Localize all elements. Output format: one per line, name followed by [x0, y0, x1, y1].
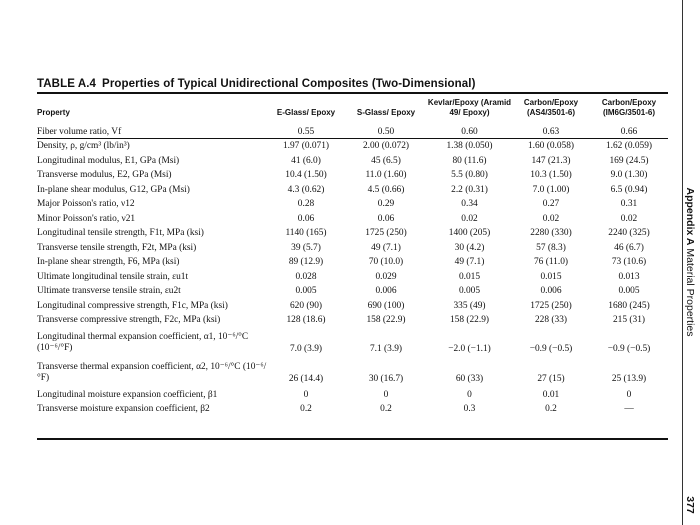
value-cell: 0.005: [458, 286, 481, 297]
value-cell: 0.02: [461, 213, 478, 224]
table-row: [37, 403, 668, 418]
value-cell: 25 (13.9): [611, 374, 647, 384]
table-title-text: Properties of Typical Unidirectional Composites (Two-Dimensional): [102, 78, 476, 90]
value-cell: 158 (22.9): [449, 315, 490, 326]
value-cell: 0.2: [380, 404, 392, 415]
value-cell: 0.66: [620, 126, 638, 137]
value-cell: 39 (5.7): [291, 242, 321, 253]
table-row: [37, 256, 668, 271]
value-cell: 0.3: [463, 404, 476, 415]
property-cell: In-plane shear modulus, G12, GPa (Msi): [37, 184, 190, 195]
header-property: Property: [37, 108, 70, 117]
property-cell: Ultimate transverse tensile strain, εu2t: [37, 286, 181, 297]
value-cell: 228 (33): [534, 315, 568, 326]
property-cell: Ultimate longitudinal tensile strain, εu1t: [37, 271, 189, 282]
value-cell: −0.9 (−0.5): [529, 344, 573, 354]
value-cell: 0.02: [542, 213, 560, 224]
value-cell: 0.01: [542, 389, 560, 400]
value-cell: 0.55: [297, 126, 315, 137]
value-cell: 26 (14.4): [288, 374, 324, 384]
value-cell: 0.31: [620, 199, 638, 210]
value-cell: 7.0 (3.9): [289, 344, 323, 354]
property-cell: Longitudinal moisture expansion coefficient, β1: [37, 389, 218, 400]
property-cell: Density, ρ, g/cm³ (lb/in³): [37, 141, 130, 152]
value-cell: 0.015: [540, 271, 562, 282]
page-side-rule: [682, 0, 683, 525]
value-cell: 27 (15): [537, 374, 565, 384]
header-carbon-as4: Carbon/Epoxy (AS4/3501-6): [523, 98, 579, 117]
table-row: [37, 169, 668, 184]
value-cell: 690 (100): [367, 300, 405, 311]
value-cell: 128 (18.6): [286, 315, 326, 326]
value-cell: 0.015: [458, 271, 481, 282]
value-cell: 0.005: [618, 286, 640, 297]
table-body: [37, 121, 668, 417]
value-cell: 2240 (325): [608, 228, 650, 239]
value-cell: 1400 (205): [448, 228, 491, 239]
running-header: [684, 188, 696, 337]
property-cell: In-plane shear strength, F6, MPa (ksi): [37, 257, 180, 268]
table-row: [37, 183, 668, 198]
value-cell: 2280 (330): [530, 228, 572, 239]
property-cell: Major Poisson's ratio, ν12: [37, 199, 135, 210]
value-cell: 76 (11.0): [533, 257, 569, 268]
property-cell: Transverse compressive strength, F2c, MPa (ksi): [37, 315, 221, 326]
value-cell: 41 (6.0): [291, 155, 321, 166]
value-cell: 0: [383, 389, 389, 400]
value-cell: 0.029: [375, 271, 397, 282]
bottom-rule: [37, 438, 668, 440]
table-number: TABLE A.4: [37, 78, 97, 90]
value-cell: 0.50: [377, 126, 395, 137]
value-cell: −2.0 (−1.1): [448, 344, 491, 354]
value-cell: 0.60: [461, 126, 478, 137]
value-cell: 57 (8.3): [536, 242, 566, 253]
property-cell: Transverse thermal expansion coefficient, α2, 10⁻⁶/°C (10⁻⁶/°F): [37, 362, 267, 383]
value-cell: 0: [626, 389, 632, 400]
value-cell: 0.27: [542, 199, 560, 210]
property-cell: Longitudinal thermal expansion coefficient, α1, 10⁻⁶/°C (10⁻⁶/°F): [37, 332, 249, 353]
value-cell: 0.28: [297, 199, 315, 210]
value-cell: 158 (22.9): [366, 315, 406, 326]
value-cell: 4.5 (0.66): [367, 184, 405, 195]
value-cell: 49 (7.1): [454, 257, 485, 268]
properties-table: [37, 98, 668, 417]
value-cell: 89 (12.9): [288, 257, 324, 268]
table-row: [37, 285, 668, 300]
table-row: [37, 198, 668, 213]
value-cell: 2.00 (0.072): [362, 141, 410, 152]
property-cell: Longitudinal modulus, E1, GPa (Msi): [37, 155, 180, 166]
value-cell: 9.0 (1.30): [610, 170, 648, 181]
value-cell: 0.29: [377, 199, 395, 210]
value-cell: 335 (49): [453, 300, 486, 311]
header-kevlar: Kevlar/Epoxy (Aramid 49/ Epoxy): [427, 98, 512, 117]
value-cell: 215 (31): [612, 315, 646, 326]
table-row: [37, 388, 668, 403]
value-cell: 45 (6.5): [371, 155, 401, 166]
value-cell: 1.60 (0.058): [527, 141, 575, 152]
property-cell: Transverse modulus, E2, GPa (Msi): [37, 170, 172, 181]
value-cell: 73 (10.6): [611, 257, 647, 268]
value-cell: 5.5 (0.80): [451, 170, 488, 181]
value-cell: 0.63: [542, 126, 560, 137]
value-cell: 147 (21.3): [531, 155, 571, 166]
value-cell: 1140 (165): [285, 228, 327, 239]
value-cell: 0.2: [300, 404, 312, 415]
value-cell: 1725 (250): [530, 300, 572, 311]
header-s-glass: S-Glass/ Epoxy: [356, 108, 416, 117]
value-cell: 0: [467, 389, 472, 400]
value-cell: 30 (4.2): [454, 242, 485, 253]
value-cell: 70 (10.0): [368, 257, 404, 268]
table-row: [37, 328, 668, 358]
header-e-glass: E-Glass/ Epoxy: [276, 108, 336, 117]
table-row: [37, 299, 668, 314]
value-cell: 0.006: [375, 286, 397, 297]
value-cell: −0.9 (−0.5): [607, 344, 651, 354]
value-cell: 0.005: [295, 286, 317, 297]
table-title: [37, 78, 476, 90]
table-row: [37, 212, 668, 227]
appendix-title: Material Properties: [684, 248, 696, 337]
value-cell: 49 (7.1): [371, 242, 401, 253]
page-number: 377: [684, 496, 696, 514]
value-cell: 46 (6.7): [614, 242, 644, 253]
value-cell: 7.1 (3.9): [369, 344, 403, 354]
value-cell: 6.5 (0.94): [610, 184, 648, 195]
table-row: [37, 314, 668, 329]
value-cell: 2.2 (0.31): [451, 184, 488, 195]
table-row: [37, 121, 668, 140]
property-cell: Transverse moisture expansion coefficient, β2: [37, 404, 210, 415]
value-cell: 7.0 (1.00): [532, 184, 570, 195]
value-cell: 0: [303, 389, 309, 400]
appendix-label: Appendix A: [684, 187, 696, 246]
table-row: [37, 270, 668, 285]
top-rule: [37, 92, 668, 94]
table-row: [37, 140, 668, 155]
value-cell: 620 (90): [289, 300, 323, 311]
table-row: [37, 227, 668, 242]
property-cell: Longitudinal tensile strength, F1t, MPa (ksi): [37, 228, 204, 239]
property-cell: Longitudinal compressive strength, F1c, MPa (ksi): [37, 300, 228, 311]
value-cell: 0.02: [620, 213, 638, 224]
value-cell: 1.62 (0.059): [605, 141, 653, 152]
value-cell: 0.028: [295, 271, 317, 282]
value-cell: 0.06: [297, 213, 315, 224]
property-cell: Transverse tensile strength, F2t, MPa (ksi): [37, 242, 197, 253]
value-cell: 1.38 (0.050): [446, 141, 493, 152]
value-cell: 4.3 (0.62): [287, 184, 325, 195]
header-carbon-im6g: Carbon/Epoxy (IM6G/3501-6): [601, 98, 657, 117]
value-cell: 1680 (245): [608, 300, 650, 311]
table-row: [37, 358, 668, 388]
value-cell: 80 (11.6): [452, 155, 487, 166]
value-cell: —: [624, 404, 634, 415]
value-cell: 60 (33): [455, 374, 484, 384]
value-cell: 169 (24.5): [609, 155, 649, 166]
value-cell: 0.013: [618, 271, 640, 282]
value-cell: 1725 (250): [365, 228, 407, 239]
value-cell: 1.97 (0.071): [282, 141, 330, 152]
value-cell: 0.06: [377, 213, 395, 224]
value-cell: 0.34: [461, 199, 478, 210]
value-cell: 30 (16.7): [368, 374, 404, 384]
property-cell: Minor Poisson's ratio, ν21: [37, 213, 136, 224]
table-row: [37, 154, 668, 169]
property-cell: Fiber volume ratio, Vf: [37, 126, 122, 137]
value-cell: 0.006: [540, 286, 562, 297]
header-row: [37, 98, 668, 121]
value-cell: 11.0 (1.60): [365, 170, 407, 181]
table-row: [37, 241, 668, 256]
value-cell: 10.4 (1.50): [285, 170, 327, 181]
value-cell: 10.3 (1.50): [530, 170, 572, 181]
value-cell: 0.2: [545, 404, 557, 415]
